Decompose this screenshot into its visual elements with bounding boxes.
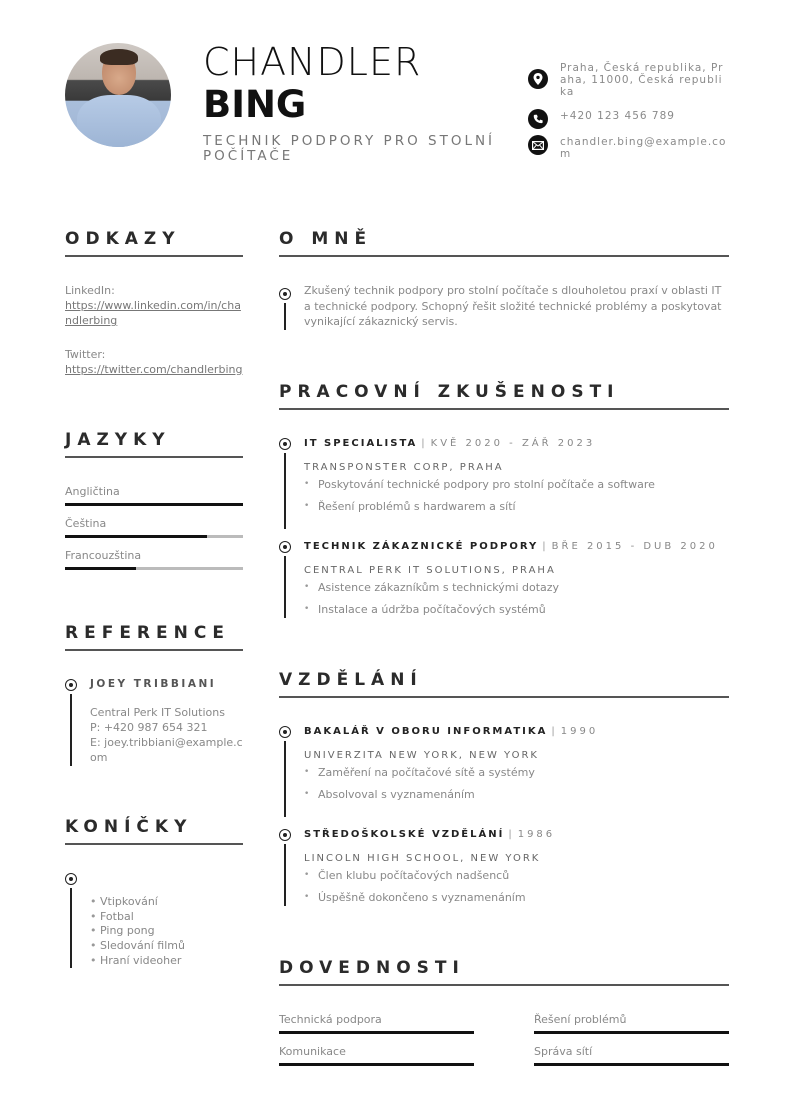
education-degree: BAKALÁŘ V OBORU INFORMATIKA <box>304 726 548 737</box>
section-title-education: VZDĚLÁNÍ <box>279 670 729 698</box>
link-twitter <box>65 347 243 377</box>
section-title-languages: JAZYKY <box>65 430 243 458</box>
language-label: Čeština <box>65 517 107 530</box>
reference-info <box>90 705 243 765</box>
skill-level-bar <box>534 1063 729 1066</box>
skill-label: Komunikace <box>279 1045 346 1058</box>
timeline-dot-icon <box>279 438 291 450</box>
hobby-item: • Hraní videoher <box>90 954 181 967</box>
timeline-line <box>284 556 286 618</box>
timeline-dot-icon <box>279 726 291 738</box>
experience-title: TECHNIK ZÁKAZNICKÉ PODPORY | BŘE 2015 - DUB 2020 <box>304 541 718 552</box>
photo-shirt <box>77 95 161 147</box>
last-name: BING <box>203 83 307 126</box>
experience-bullet: • Instalace a údržba počítačových systémů <box>318 603 546 616</box>
location-pin-icon <box>528 69 548 89</box>
education-date: 1986 <box>517 829 556 840</box>
reference-phone: P: +420 987 654 321 <box>90 721 208 734</box>
skill-label: Správa sítí <box>534 1045 593 1058</box>
education-school: LINCOLN HIGH SCHOOL, NEW YORK <box>304 853 541 864</box>
experience-role: TECHNIK ZÁKAZNICKÉ PODPORY <box>304 541 539 552</box>
language-level-bar <box>65 567 243 570</box>
education-title: BAKALÁŘ V OBORU INFORMATIKA | 1990 <box>304 726 599 737</box>
skill-item <box>279 1013 474 1034</box>
address-text: Praha, Česká republika, Praha, 11000, Česká republika <box>560 62 724 98</box>
profile-photo <box>65 43 171 147</box>
timeline-line <box>284 453 286 529</box>
hobby-item: • Ping pong <box>90 924 155 937</box>
experience-company: TRANSPONSTER CORP, PRAHA <box>304 462 504 473</box>
experience-date: BŘE 2015 - DUB 2020 <box>551 541 718 552</box>
experience-company: CENTRAL PERK IT SOLUTIONS, PRAHA <box>304 565 556 576</box>
experience-bullet: • Poskytování technické podpory pro stolní počítače a software <box>318 478 655 491</box>
first-name: CHANDLER <box>203 40 422 84</box>
photo-hair <box>100 49 138 65</box>
education-date: 1990 <box>560 726 599 737</box>
skill-label: Technická podpora <box>279 1013 382 1026</box>
timeline-dot-icon <box>279 829 291 841</box>
timeline-line <box>70 888 72 968</box>
section-title-experience: PRACOVNÍ ZKUŠENOSTI <box>279 382 729 410</box>
envelope-icon <box>528 135 548 155</box>
reference-company: Central Perk IT Solutions <box>90 706 225 719</box>
job-title: TECHNIK PODPORY PRO STOLNÍ POČÍTAČE <box>203 133 496 164</box>
timeline-dot-icon <box>65 679 77 691</box>
skill-item <box>279 1045 474 1066</box>
timeline-line <box>70 694 72 766</box>
phone-icon <box>528 109 548 129</box>
education-degree: STŘEDOŠKOLSKÉ VZDĚLÁNÍ <box>304 829 505 840</box>
skill-item <box>534 1013 729 1034</box>
experience-bullet: • Asistence zákazníkům s technickými dotazy <box>318 581 559 594</box>
language-label: Angličtina <box>65 485 120 498</box>
education-title: STŘEDOŠKOLSKÉ VZDĚLÁNÍ | 1986 <box>304 829 556 840</box>
timeline-dot-icon <box>279 541 291 553</box>
timeline-line <box>284 303 286 330</box>
link-twitter-label: Twitter: <box>65 348 106 361</box>
timeline-dot-icon <box>65 873 77 885</box>
section-title-about: O MNĚ <box>279 229 729 257</box>
education-bullet: • Absolvoval s vyznamenáním <box>318 788 475 801</box>
timeline-line <box>284 844 286 906</box>
language-czech <box>65 517 243 538</box>
experience-date: KVĚ 2020 - ZÁŘ 2023 <box>430 438 596 449</box>
email-text[interactable]: chandler.bing@example.com <box>560 136 727 160</box>
skill-label: Řešení problémů <box>534 1013 627 1026</box>
link-twitter-url[interactable]: https://twitter.com/chandlerbing <box>65 363 243 376</box>
hobby-item: • Fotbal <box>90 910 134 923</box>
experience-role: IT SPECIALISTA <box>304 438 418 449</box>
timeline-line <box>284 741 286 817</box>
skill-level-bar <box>279 1063 474 1066</box>
education-bullet: • Zaměření na počítačové sítě a systémy <box>318 766 535 779</box>
skill-level-bar <box>279 1031 474 1034</box>
phone-text[interactable]: +420 123 456 789 <box>560 110 675 122</box>
skill-level-bar <box>534 1031 729 1034</box>
education-bullet: • Úspěšně dokončeno s vyznamenáním <box>318 891 526 904</box>
language-english <box>65 485 243 506</box>
section-title-skills: DOVEDNOSTI <box>279 958 729 986</box>
skill-item <box>534 1045 729 1066</box>
hobby-item: • Vtipkování <box>90 895 158 908</box>
language-level-bar <box>65 503 243 506</box>
language-level-bar <box>65 535 243 538</box>
language-french <box>65 549 243 570</box>
link-linkedin-label: LinkedIn: <box>65 284 115 297</box>
section-title-links: ODKAZY <box>65 229 243 257</box>
experience-bullet: • Řešení problémů s hardwarem a sítí <box>318 500 516 513</box>
education-school: UNIVERZITA NEW YORK, NEW YORK <box>304 750 539 761</box>
timeline-dot-icon <box>279 288 291 300</box>
education-bullet: • Člen klubu počítačových nadšenců <box>318 869 509 882</box>
reference-name: JOEY TRIBBIANI <box>90 678 217 690</box>
experience-title: IT SPECIALISTA | KVĚ 2020 - ZÁŘ 2023 <box>304 438 596 449</box>
language-label: Francouzština <box>65 549 142 562</box>
reference-email: E: joey.tribbiani@example.com <box>90 736 243 764</box>
about-text: Zkušený technik podpory pro stolní počítače s dlouholetou praxí v oblasti IT a technické podpory. Schopný řešit složité technické problémy a poskytovat vynikající zákaznický servis. <box>304 284 722 328</box>
link-linkedin <box>65 283 243 328</box>
hobby-item: • Sledování filmů <box>90 939 185 952</box>
section-title-hobbies: KONÍČKY <box>65 817 243 845</box>
link-linkedin-url[interactable]: https://www.linkedin.com/in/chandlerbing <box>65 299 241 327</box>
section-title-references: REFERENCE <box>65 623 243 651</box>
